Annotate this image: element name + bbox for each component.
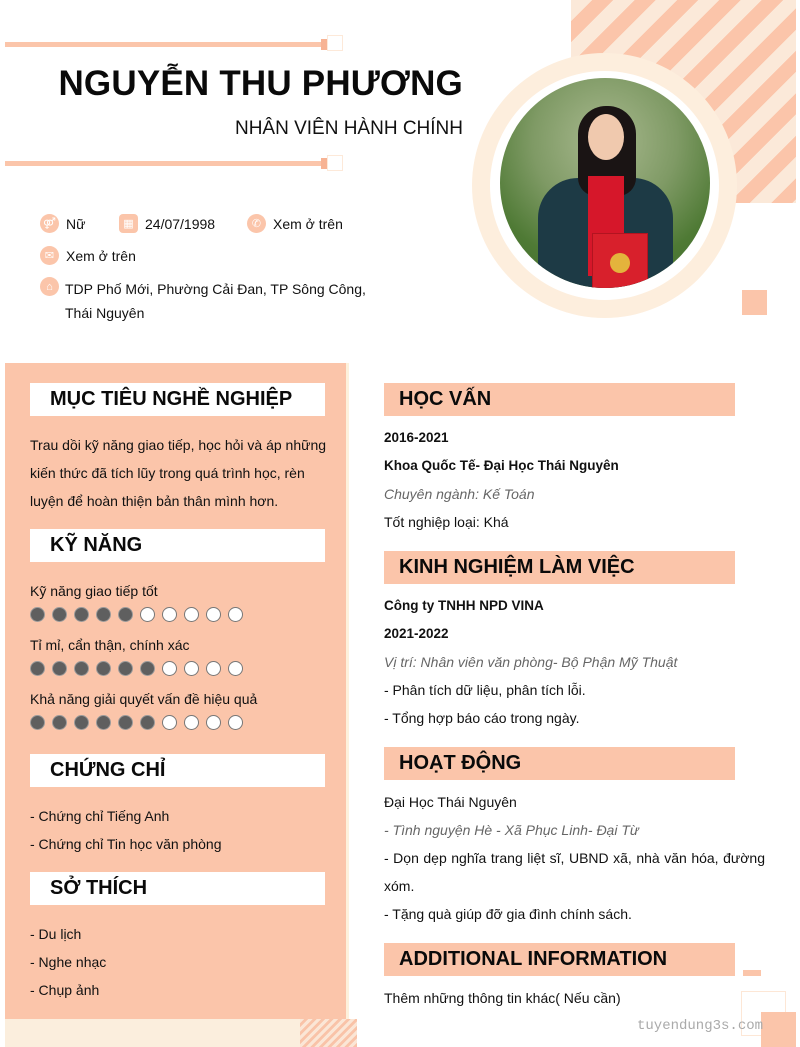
section-title-objective: MỤC TIÊU NGHỀ NGHIỆP xyxy=(30,383,325,416)
phone-icon: ✆ xyxy=(247,214,266,233)
job-title: NHÂN VIÊN HÀNH CHÍNH xyxy=(234,118,463,139)
education-period: 2016-2021 xyxy=(384,430,449,445)
rating-dot-empty xyxy=(162,715,177,730)
hatch-decoration xyxy=(300,1019,357,1047)
birthday-value: 24/07/1998 xyxy=(145,215,216,232)
rating-dot-filled xyxy=(118,607,133,622)
contact-phone xyxy=(247,214,343,233)
skill-rating xyxy=(30,661,243,676)
rating-dot-empty xyxy=(162,661,177,676)
section-title-skills: KỸ NĂNG xyxy=(30,529,325,562)
rating-dot-empty xyxy=(140,607,155,622)
decorative-box xyxy=(327,35,343,51)
rating-dot-filled xyxy=(30,661,45,676)
email-value: Xem ở trên xyxy=(66,247,136,264)
rating-dot-empty xyxy=(184,715,199,730)
rating-dot-filled xyxy=(30,607,45,622)
contact-address-icon-wrap xyxy=(40,277,66,296)
decorative-line-bottom xyxy=(5,161,327,166)
gender-icon: ⚤ xyxy=(40,214,59,233)
rating-dot-empty xyxy=(162,607,177,622)
activity-role: - Tình nguyện Hè - Xã Phục Linh- Đại Từ xyxy=(384,822,639,838)
experience-task: - Tổng hợp báo cáo trong ngày. xyxy=(384,710,580,726)
decorative-box xyxy=(327,155,343,171)
rating-dot-empty xyxy=(206,661,221,676)
rating-dot-filled xyxy=(140,661,155,676)
rating-dot-filled xyxy=(96,661,111,676)
objective-text: Trau dồi kỹ năng giao tiếp, học hỏi và áp những kiến thức đã tích lũy trong quá trình học, rèn luyện để hoàn thiện bản thân mình hơn. xyxy=(30,437,327,509)
rating-dot-empty xyxy=(228,661,243,676)
gender-value: Nữ xyxy=(66,215,86,232)
rating-dot-empty xyxy=(228,715,243,730)
education-school: Khoa Quốc Tế- Đại Học Thái Nguyên xyxy=(384,458,619,473)
address-value: TDP Phố Mới, Phường Cải Đan, TP Sông Công, Thái Nguyên xyxy=(65,281,366,321)
rating-dot-empty xyxy=(206,715,221,730)
decorative-square xyxy=(742,290,767,315)
rating-dot-empty xyxy=(228,607,243,622)
education-grade: Tốt nghiệp loại: Khá xyxy=(384,514,509,530)
rating-dot-filled xyxy=(74,661,89,676)
left-bottom-band xyxy=(5,1019,300,1047)
education-major: Chuyên ngành: Kế Toán xyxy=(384,486,535,502)
certificate-item: - Chứng chỉ Tiếng Anh xyxy=(30,808,170,824)
rating-dot-filled xyxy=(118,661,133,676)
rating-dot-empty xyxy=(184,607,199,622)
rating-dot-filled xyxy=(74,715,89,730)
section-title-additional: ADDITIONAL INFORMATION xyxy=(384,943,735,976)
section-title-hobbies: SỞ THÍCH xyxy=(30,872,325,905)
rating-dot-filled xyxy=(96,607,111,622)
hobby-item: - Chụp ảnh xyxy=(30,982,100,998)
experience-task: - Phân tích dữ liệu, phân tích lỗi. xyxy=(384,682,586,698)
skill-label: Kỹ năng giao tiếp tốt xyxy=(30,583,158,599)
section-title-certificates: CHỨNG CHỈ xyxy=(30,754,325,787)
rating-dot-filled xyxy=(52,607,67,622)
decorative-square xyxy=(743,970,761,976)
mail-icon: ✉ xyxy=(40,246,59,265)
skill-label: Khả năng giải quyết vấn đề hiệu quả xyxy=(30,691,258,707)
additional-text: Thêm những thông tin khác( Nếu cần) xyxy=(384,990,621,1006)
section-title-experience: KINH NGHIỆM LÀM VIỆC xyxy=(384,551,735,584)
skill-rating xyxy=(30,715,243,730)
rating-dot-filled xyxy=(52,661,67,676)
full-name: NGUYỄN THU PHƯƠNG xyxy=(58,64,463,103)
profile-photo xyxy=(500,78,710,288)
section-title-education: HỌC VẤN xyxy=(384,383,735,416)
activity-item: - Dọn dẹp nghĩa trang liệt sĩ, UBND xã, nhà văn hóa, đường xóm. xyxy=(384,850,765,894)
rating-dot-filled xyxy=(74,607,89,622)
experience-company: Công ty TNHH NPD VINA xyxy=(384,598,544,613)
hobby-item: - Du lịch xyxy=(30,926,82,942)
hobby-item: - Nghe nhạc xyxy=(30,954,107,970)
rating-dot-empty xyxy=(206,607,221,622)
contact-gender xyxy=(40,214,85,233)
rating-dot-filled xyxy=(30,715,45,730)
experience-position: Vị trí: Nhân viên văn phòng- Bộ Phận Mỹ Thuật xyxy=(384,654,678,670)
decorative-square xyxy=(761,1012,796,1047)
certificate-item: - Chứng chỉ Tin học văn phòng xyxy=(30,836,222,852)
experience-period: 2021-2022 xyxy=(384,626,449,641)
rating-dot-filled xyxy=(96,715,111,730)
contact-email xyxy=(40,246,136,265)
left-column-edge xyxy=(346,363,349,1019)
rating-dot-filled xyxy=(118,715,133,730)
home-icon: ⌂ xyxy=(40,277,59,296)
decorative-line-top xyxy=(5,42,327,47)
section-title-activities: HOẠT ĐỘNG xyxy=(384,747,735,780)
skill-label: Tỉ mỉ, cẩn thận, chính xác xyxy=(30,637,190,653)
skill-rating xyxy=(30,607,243,622)
contact-birthday xyxy=(119,214,215,233)
rating-dot-empty xyxy=(184,661,199,676)
rating-dot-filled xyxy=(140,715,155,730)
calendar-icon: ▦ xyxy=(119,214,138,233)
phone-value: Xem ở trên xyxy=(273,215,343,232)
activity-org: Đại Học Thái Nguyên xyxy=(384,794,517,810)
rating-dot-filled xyxy=(52,715,67,730)
watermark: tuyendung3s.com xyxy=(637,1018,764,1034)
activity-item: - Tặng quà giúp đỡ gia đình chính sách. xyxy=(384,906,632,922)
